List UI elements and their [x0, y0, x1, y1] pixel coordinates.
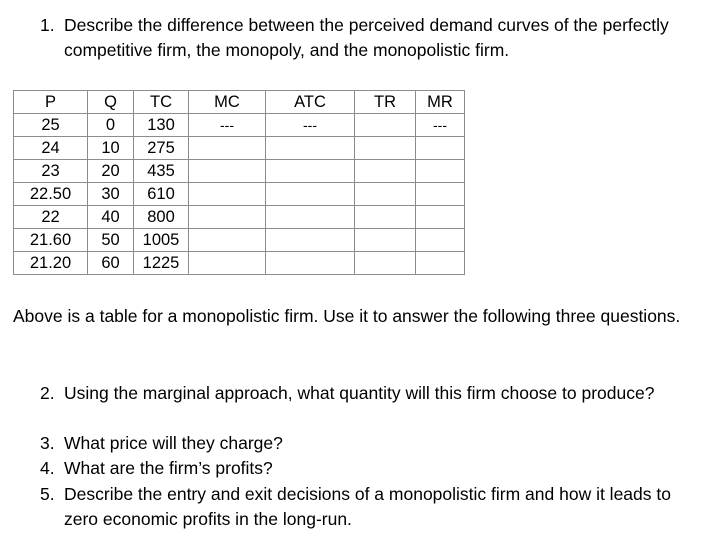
- cell-tr: [355, 206, 416, 229]
- question-2-text: Using the marginal approach, what quantity will this firm choose to produce?: [64, 383, 655, 403]
- question-1-text: Describe the difference between the perceived demand curves of the perfectly competitive firm, the monopoly, and the monopolistic firm.: [64, 15, 669, 60]
- question-5-text: Describe the entry and exit decisions of a monopolistic firm and how it leads to zero economic profits in the long-run.: [64, 484, 671, 529]
- header-mr: MR: [416, 91, 465, 114]
- cell-tc: 275: [134, 137, 189, 160]
- cell-tc: 1225: [134, 252, 189, 275]
- table-row: [14, 183, 465, 206]
- header-p: P: [14, 91, 88, 114]
- cell-mc: [189, 229, 266, 252]
- cell-p: 21.20: [14, 252, 88, 275]
- header-tr: TR: [355, 91, 416, 114]
- cell-atc: [266, 160, 355, 183]
- header-atc: ATC: [266, 91, 355, 114]
- cell-p: 22.50: [14, 183, 88, 206]
- cell-tc: 800: [134, 206, 189, 229]
- cell-q: 0: [88, 114, 134, 137]
- question-3-text: What price will they charge?: [64, 433, 283, 453]
- cell-atc: [266, 252, 355, 275]
- cell-q: 60: [88, 252, 134, 275]
- cell-mc: [189, 137, 266, 160]
- cell-q: 30: [88, 183, 134, 206]
- cell-q: 10: [88, 137, 134, 160]
- header-mc: MC: [189, 91, 266, 114]
- cell-mc: [189, 160, 266, 183]
- cost-table: [13, 90, 465, 275]
- cell-atc: [266, 183, 355, 206]
- table-intro-text: Above is a table for a monopolistic firm. Use it to answer the following three questions.: [13, 306, 681, 326]
- question-1-number: 1.: [40, 15, 55, 35]
- cell-p: 21.60: [14, 229, 88, 252]
- question-4-number: 4.: [40, 458, 55, 478]
- table-header-row: [14, 91, 465, 114]
- cell-mc: [189, 252, 266, 275]
- cell-mr: [416, 137, 465, 160]
- cell-mr: [416, 206, 465, 229]
- cell-q: 50: [88, 229, 134, 252]
- cell-atc: [266, 137, 355, 160]
- cell-tr: [355, 229, 416, 252]
- cell-mr: [416, 229, 465, 252]
- cell-q: 20: [88, 160, 134, 183]
- table-row: [14, 137, 465, 160]
- cell-atc: ---: [266, 114, 355, 137]
- cell-mr: [416, 252, 465, 275]
- header-tc: TC: [134, 91, 189, 114]
- question-3-number: 3.: [40, 433, 55, 453]
- cell-tc: 1005: [134, 229, 189, 252]
- cell-tc: 130: [134, 114, 189, 137]
- cell-mc: ---: [189, 114, 266, 137]
- question-4-text: What are the firm’s profits?: [64, 458, 273, 478]
- question-2-number: 2.: [40, 383, 55, 403]
- header-q: Q: [88, 91, 134, 114]
- cell-tr: [355, 160, 416, 183]
- question-5-number: 5.: [40, 484, 55, 504]
- cell-q: 40: [88, 206, 134, 229]
- table-row: [14, 160, 465, 183]
- cell-p: 25: [14, 114, 88, 137]
- cell-atc: [266, 206, 355, 229]
- cell-mr: [416, 160, 465, 183]
- cell-mr: [416, 183, 465, 206]
- table-row: [14, 114, 465, 137]
- cell-p: 24: [14, 137, 88, 160]
- cell-mc: [189, 183, 266, 206]
- cell-tr: [355, 137, 416, 160]
- cell-tr: [355, 114, 416, 137]
- cell-tc: 610: [134, 183, 189, 206]
- cell-tr: [355, 252, 416, 275]
- table-row: [14, 206, 465, 229]
- cell-tc: 435: [134, 160, 189, 183]
- cell-p: 23: [14, 160, 88, 183]
- cell-tr: [355, 183, 416, 206]
- cell-atc: [266, 229, 355, 252]
- table-row: [14, 252, 465, 275]
- cell-mc: [189, 206, 266, 229]
- table-row: [14, 229, 465, 252]
- cell-mr: ---: [416, 114, 465, 137]
- table-body: [14, 114, 465, 275]
- cell-p: 22: [14, 206, 88, 229]
